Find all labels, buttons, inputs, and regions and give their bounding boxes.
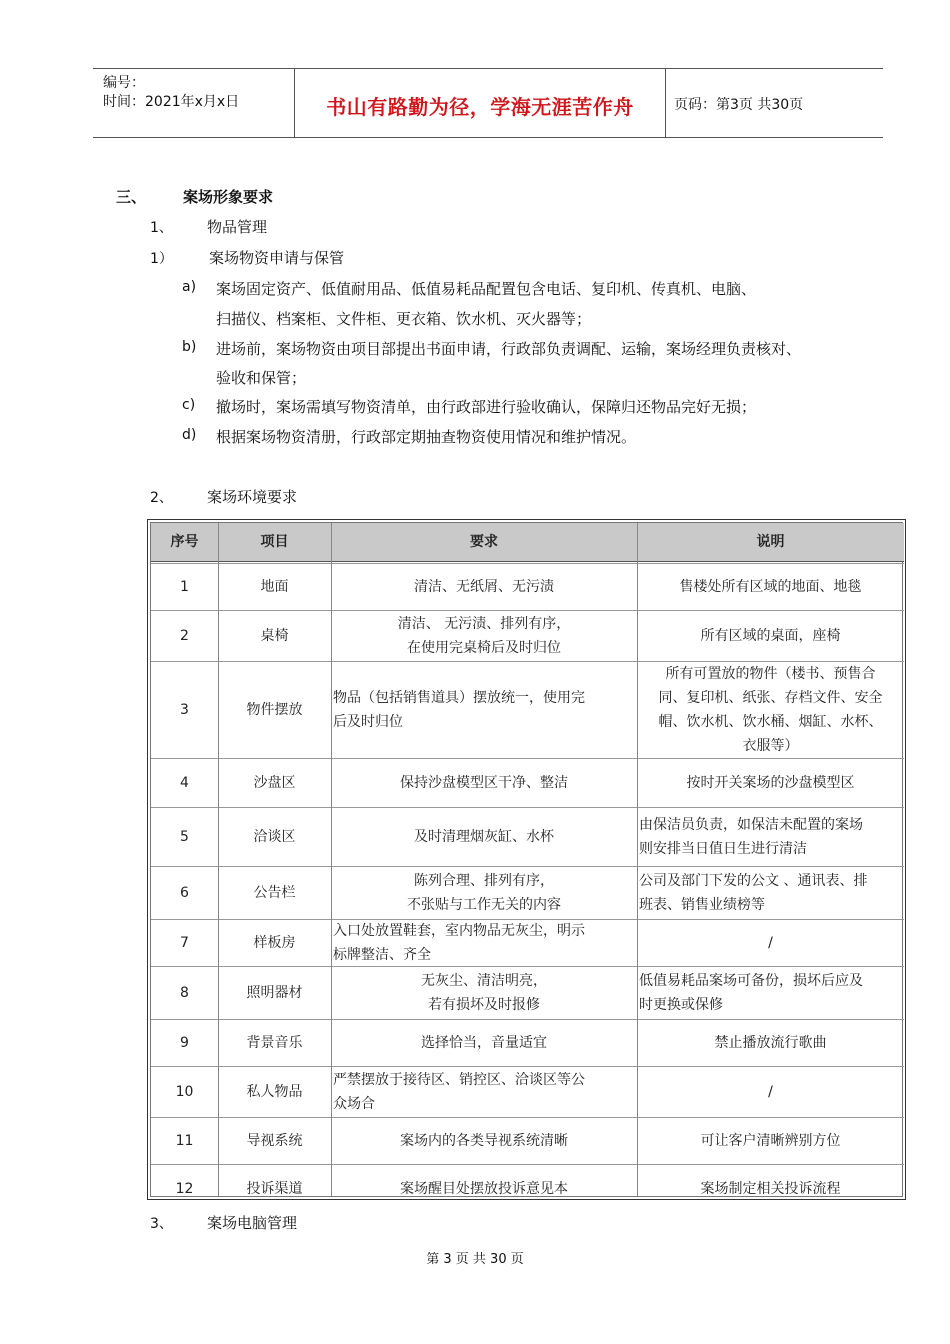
table-cell-no: 1 (180, 579, 189, 595)
table-cell-note (637, 867, 904, 919)
point-text: 扫描仪、档案柜、文件柜、更衣箱、饮水机、灭火器等； (216, 310, 592, 328)
cell-line: 无灰尘、清洁明亮， (421, 973, 547, 989)
table-cell-item: 照明器材 (246, 985, 303, 1001)
cell-line: 则安排当日值日生进行清洁 (639, 841, 807, 857)
table-cell-note (637, 808, 904, 866)
table-cell-item: 洽谈区 (253, 829, 296, 845)
table-rule (151, 561, 904, 562)
cell-line: 陈列合理、排列有序， (414, 873, 554, 889)
motto: 书山有路勤为径，学海无涯苦作舟 (326, 95, 634, 119)
cell-line: 案场内的各类导视系统清晰 (400, 1133, 568, 1149)
table-cell-no: 5 (180, 829, 189, 845)
table-cell-item: 地面 (260, 579, 289, 595)
header-meta-cell (93, 69, 295, 137)
cell-line: 按时开关案场的沙盘模型区 (686, 775, 855, 791)
table-cell-item: 公告栏 (253, 885, 296, 901)
table-cell-note (637, 759, 904, 807)
cell-line: 禁止播放流行歌曲 (714, 1035, 827, 1051)
cell-line: 可让客户清晰辨别方位 (700, 1133, 841, 1149)
table-cell-req (331, 808, 637, 866)
table-cell-item: 导视系统 (246, 1133, 303, 1149)
table-row (151, 662, 904, 758)
table-col-rule (331, 523, 332, 1196)
cell-line: 公司及部门下发的公文 、通讯表、排 (639, 873, 868, 889)
cell-line: 标牌整洁、齐全 (333, 947, 431, 963)
environment-table (147, 519, 906, 1200)
cell-line: 由保洁员负责，如保洁未配置的案场 (639, 817, 863, 833)
table-cell-req (331, 759, 637, 807)
point-text: 验收和保管； (216, 369, 307, 387)
section-number: 三、 (116, 188, 147, 206)
cell-line: 清洁、 无污渍、排列有序， (397, 616, 571, 632)
point-mark: c) (182, 397, 196, 413)
section-heading: 案场形象要求 (183, 188, 274, 206)
table-col-rule (637, 523, 638, 1196)
header-page-label: 页码：第3页 共30页 (674, 97, 804, 113)
cell-line: 选择恰当，音量适宜 (421, 1035, 547, 1051)
table-cell-item: 沙盘区 (253, 775, 296, 791)
table-cell-req (331, 564, 637, 610)
cell-line: 售楼处所有区域的地面、地毯 (679, 579, 862, 595)
table-header-cell: 项目 (218, 523, 331, 561)
table-cell-req (331, 611, 637, 661)
table-cell-no: 2 (180, 628, 189, 644)
table-col-rule (218, 523, 219, 1196)
table-cell-note (637, 1020, 904, 1066)
cell-line: 案场醒目处摆放投诉意见本 (400, 1181, 568, 1197)
cell-line: / (768, 935, 773, 951)
table-cell-note (637, 920, 904, 966)
table-cell-no: 9 (180, 1035, 189, 1051)
header-motto-cell (295, 69, 666, 137)
table-cell-no: 6 (180, 885, 189, 901)
table-cell-req (331, 1165, 637, 1213)
table-cell-no: 4 (180, 775, 189, 791)
cell-line: 严禁摆放于接待区、销控区、洽谈区等公 (333, 1072, 585, 1088)
table-cell-item: 私人物品 (246, 1084, 303, 1100)
table-cell-note (637, 1118, 904, 1164)
table-row (151, 1020, 904, 1066)
cell-line: 在使用完桌椅后及时归位 (406, 640, 561, 656)
table-cell-item: 投诉渠道 (246, 1181, 303, 1197)
sub1-heading: 案场物资申请与保管 (209, 249, 345, 267)
item1-heading: 物品管理 (207, 218, 268, 236)
serial-label: 编号： (103, 75, 145, 91)
cell-line: 低值易耗品案场可备份，损坏后应及 (639, 973, 863, 989)
cell-line: 后及时归位 (333, 714, 403, 730)
header-page-cell (666, 69, 883, 137)
table-cell-req (331, 867, 637, 919)
table-cell-note (637, 662, 904, 758)
point-text: 根据案场物资清册，行政部定期抽查物资使用情况和维护情况。 (216, 428, 637, 446)
cell-line: 衣服等） (742, 738, 799, 754)
table-cell-no: 10 (175, 1084, 194, 1100)
table-cell-req (331, 920, 637, 966)
cell-line: 众场合 (333, 1096, 375, 1112)
table-cell-note (637, 611, 904, 661)
table-row (151, 759, 904, 807)
table-row (151, 867, 904, 919)
cell-line: 入口处放置鞋套，室内物品无灰尘，明示 (333, 923, 585, 939)
item3-heading: 案场电脑管理 (207, 1214, 298, 1232)
table-cell-no: 7 (180, 935, 189, 951)
item3-number: 3、 (150, 1216, 173, 1232)
item2-number: 2、 (150, 490, 173, 506)
cell-line: 及时清理烟灰缸、水杯 (414, 829, 554, 845)
cell-line: 若有损坏及时报修 (428, 997, 540, 1013)
cell-line: 清洁、无纸屑、无污渍 (414, 579, 554, 595)
cell-line: / (768, 1084, 773, 1100)
cell-line: 帽、饮水机、饮水桶、烟缸、水杯、 (658, 714, 883, 730)
table-body (150, 522, 903, 1197)
point-mark: d) (182, 427, 197, 443)
item2-heading: 案场环境要求 (207, 488, 298, 506)
table-cell-item: 桌椅 (260, 628, 289, 644)
table-header-cell: 序号 (151, 523, 218, 561)
point-text: 案场固定资产、低值耐用品、低值易耗品配置包含电话、复印机、传真机、电脑、 (216, 280, 757, 298)
table-cell-note (637, 1067, 904, 1117)
table-cell-item: 物件摆放 (246, 702, 303, 718)
cell-line: 案场制定相关投诉流程 (700, 1181, 841, 1197)
table-cell-item: 样板房 (253, 935, 296, 951)
table-cell-no: 3 (180, 702, 189, 718)
table-row (151, 1165, 904, 1213)
cell-line: 保持沙盘模型区干净、整洁 (400, 775, 568, 791)
cell-line: 时更换或保修 (639, 997, 723, 1013)
point-text: 进场前，案场物资由项目部提出书面申请，行政部负责调配、运输，案场经理负责核对、 (216, 340, 802, 358)
table-cell-item: 背景音乐 (246, 1035, 303, 1051)
table-cell-req (331, 1020, 637, 1066)
point-mark: a) (182, 279, 197, 295)
cell-line: 班表、销售业绩榜等 (639, 897, 765, 913)
table-cell-no: 12 (175, 1181, 194, 1197)
table-row (151, 920, 904, 966)
table-cell-req (331, 1118, 637, 1164)
table-header-cell: 要求 (331, 523, 637, 561)
table-row (151, 1118, 904, 1164)
page-footer: 第 3 页 共 30 页 (426, 1252, 524, 1267)
table-cell-req (331, 1067, 637, 1117)
table-cell-req (331, 967, 637, 1019)
table-cell-no: 11 (175, 1133, 194, 1149)
table-cell-req (331, 662, 637, 758)
cell-line: 物品（包括销售道具）摆放统一，使用完 (333, 690, 585, 706)
cell-line: 同、复印机、纸张、存档文件、安全 (658, 690, 883, 706)
table-row (151, 564, 904, 610)
table-cell-note (637, 564, 904, 610)
table-cell-no: 8 (180, 985, 189, 1001)
point-mark: b) (182, 339, 197, 355)
cell-line: 所有可置放的物件（楼书、预售合 (665, 666, 876, 682)
table-row (151, 967, 904, 1019)
table-header-cell: 说明 (637, 523, 904, 561)
table-cell-note (637, 967, 904, 1019)
time-label: 时间：2021年x月x日 (103, 94, 240, 110)
table-row (151, 611, 904, 661)
point-text: 撤场时，案场需填写物资清单，由行政部进行验收确认，保障归还物品完好无损； (216, 398, 757, 416)
table-row (151, 808, 904, 866)
cell-line: 所有区域的桌面，座椅 (700, 628, 841, 644)
sub1-number: 1） (150, 251, 173, 267)
item1-number: 1、 (150, 220, 173, 236)
table-cell-note (637, 1165, 904, 1213)
cell-line: 不张贴与工作无关的内容 (407, 897, 561, 913)
document-header (93, 68, 883, 138)
table-row (151, 1067, 904, 1117)
